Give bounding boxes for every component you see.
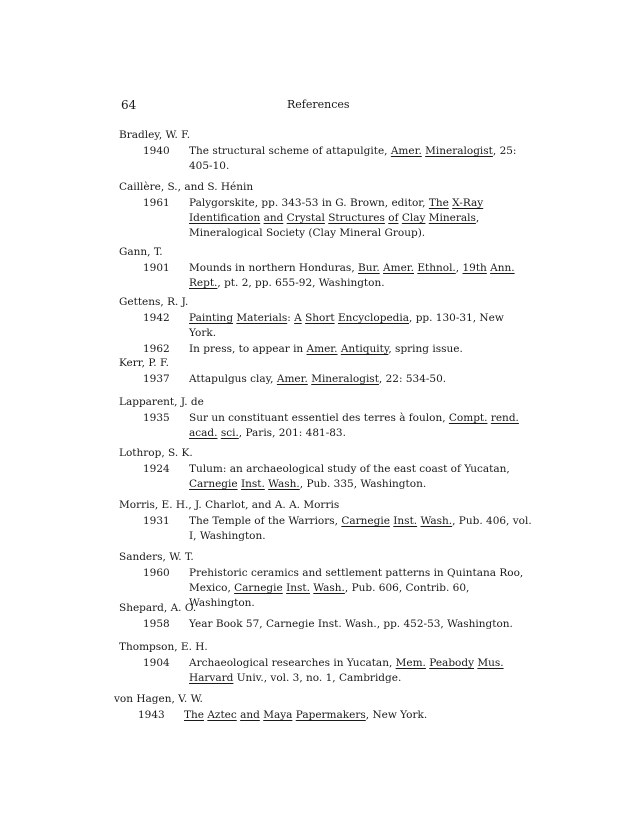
citation-text-run: Palygorskite, pp. 343-53 in G. Brown, editor,: [189, 197, 429, 209]
reference-entry: [119, 656, 534, 686]
reference-author: Bradley, W. F.: [119, 129, 191, 141]
reference-text: [189, 342, 534, 357]
underlined-title-word: Amer.: [306, 343, 338, 355]
reference-year: 1935: [143, 412, 170, 424]
reference-year: 1924: [143, 463, 170, 475]
citation-text-run: The structural scheme of attapulgite,: [189, 145, 391, 157]
reference-year: 1931: [143, 515, 170, 527]
citation-text-run: Archaeological researches in Yucatan,: [189, 657, 396, 669]
reference-author: Sanders, W. T.: [119, 551, 194, 563]
reference-author: Shepard, A. O.: [119, 602, 197, 614]
underlined-title-word: Harvard: [189, 672, 234, 684]
reference-text: [189, 514, 534, 544]
running-head: References: [287, 98, 350, 111]
underlined-title-word: Wash.: [420, 515, 453, 527]
underlined-title-word: sci.: [220, 427, 239, 439]
reference-entry: [119, 196, 534, 241]
citation-text-run: , Pub. 335, Washington.: [299, 478, 427, 490]
underlined-title-word: Clay: [401, 212, 426, 224]
underlined-title-word: Amer.: [383, 262, 414, 274]
underlined-title-word: X-Ray: [452, 197, 484, 209]
underlined-title-word: The: [184, 709, 204, 721]
underlined-title-word: Compt.: [448, 412, 488, 424]
underlined-title-word: Inst.: [240, 478, 265, 490]
reference-year: 1943: [138, 709, 165, 721]
citation-text-run: Univ., vol. 3, no. 1, Cambridge.: [233, 672, 402, 684]
reference-kerr: [119, 356, 534, 387]
reference-entry: [119, 411, 534, 441]
underlined-title-word: Inst.: [286, 582, 310, 594]
reference-author: Gettens, R. J.: [119, 296, 189, 308]
reference-year: 1942: [143, 312, 170, 324]
reference-author: Kerr, P. F.: [119, 357, 169, 369]
reference-thompson: [119, 640, 534, 686]
underlined-title-word: Aztec: [207, 709, 237, 721]
underlined-title-word: Inst.: [393, 515, 418, 527]
underlined-title-word: Structures: [328, 212, 385, 224]
reference-bradley: [119, 128, 534, 174]
underlined-title-word: Antiquity: [340, 343, 389, 355]
underlined-title-word: Encyclopedia: [337, 312, 410, 324]
underlined-title-word: A: [294, 312, 302, 324]
underlined-title-word: Bur.: [358, 262, 380, 274]
reference-entry: [119, 617, 534, 632]
citation-text-run: , Mineralogical Society (Clay Mineral Group).: [189, 212, 480, 239]
reference-entry: [119, 462, 534, 492]
citation-text-run: , Pub. 606, Contrib. 60, Washington.: [189, 582, 470, 609]
citation-text-run: :: [287, 312, 295, 324]
reference-gann: [119, 245, 534, 291]
reference-year: 1962: [143, 343, 170, 355]
underlined-title-word: Rept.: [189, 277, 218, 289]
citation-text-run: , spring issue.: [388, 343, 463, 355]
citation-text-run: , Pub. 406, vol. I, Washington.: [189, 515, 532, 542]
reference-text: [189, 196, 534, 241]
reference-morris: [119, 498, 534, 544]
underlined-title-word: Painting: [189, 312, 234, 324]
underlined-title-word: Amer.: [276, 373, 308, 385]
reference-author: Lothrop, S. K.: [119, 447, 193, 459]
citation-text-run: In press, to appear in: [189, 343, 307, 355]
citation-text-run: , New York.: [365, 709, 428, 721]
underlined-title-word: Ann.: [490, 262, 515, 274]
reference-shepard: [119, 601, 534, 632]
reference-author: Lapparent, J. de: [119, 396, 204, 408]
reference-text: [184, 708, 529, 723]
underlined-title-word: Mineralogist: [311, 373, 379, 385]
citation-text-run: Year Book 57, Carnegie Inst. Wash., pp. 452-53, Washington.: [189, 618, 513, 630]
reference-entry: [119, 261, 534, 291]
citation-text-run: Attapulgus clay,: [189, 373, 277, 385]
reference-caillere: [119, 180, 534, 241]
reference-lothrop: [119, 446, 534, 492]
underlined-title-word: Wash.: [313, 582, 345, 594]
page-number: 64: [121, 98, 137, 112]
reference-author: Morris, E. H., J. Charlot, and A. A. Morris: [119, 499, 340, 511]
reference-entry: [119, 311, 534, 341]
underlined-title-word: Mineralogist: [425, 145, 493, 157]
reference-year: 1904: [143, 657, 170, 669]
underlined-title-word: Materials: [236, 312, 288, 324]
citation-text-run: The Temple of the Warriors,: [189, 515, 342, 527]
citation-text-run: Tulum: an archaeological study of the east coast of Yucatan,: [189, 463, 510, 475]
reference-text: [189, 617, 534, 632]
citation-text-run: , 25: 405-10.: [189, 145, 517, 172]
reference-text: [189, 656, 534, 686]
underlined-title-word: Carnegie: [234, 582, 283, 594]
underlined-title-word: Maya: [263, 709, 293, 721]
citation-text-run: , Paris, 201: 481-83.: [238, 427, 346, 439]
citation-text-run: Sur un constituant essentiel des terres à foulon,: [189, 412, 449, 424]
reference-year: 1940: [143, 145, 170, 157]
underlined-title-word: Short: [305, 312, 335, 324]
underlined-title-word: Mem.: [395, 657, 426, 669]
reference-author: Caillère, S., and S. Hénin: [119, 181, 254, 193]
reference-year: 1960: [143, 567, 170, 579]
citation-text-run: Mounds in northern Honduras,: [189, 262, 358, 274]
underlined-title-word: The: [428, 197, 449, 209]
underlined-title-word: Peabody: [429, 657, 475, 669]
underlined-title-word: acad.: [189, 427, 218, 439]
reference-entry: [119, 144, 534, 174]
reference-text: [189, 144, 534, 174]
underlined-title-word: Crystal: [286, 212, 325, 224]
reference-text: [189, 372, 534, 387]
citation-text-run: Prehistoric ceramics and settlement patterns in Quintana Roo, Mexico,: [189, 567, 524, 594]
reference-lapparent: [119, 395, 534, 441]
reference-entry: [119, 372, 534, 387]
underlined-title-word: Amer.: [390, 145, 422, 157]
reference-year: 1901: [143, 262, 170, 274]
reference-text: [189, 462, 534, 492]
underlined-title-word: Wash.: [268, 478, 300, 490]
citation-text-run: , pp. 130-31, New York.: [189, 312, 504, 339]
citation-text-run: , pt. 2, pp. 655-92, Washington.: [217, 277, 385, 289]
underlined-title-word: Mus.: [477, 657, 504, 669]
underlined-title-word: Minerals: [428, 212, 476, 224]
underlined-title-word: Identification: [189, 212, 261, 224]
reference-year: 1937: [143, 373, 170, 385]
citation-text-run: , 22: 534-50.: [378, 373, 447, 385]
reference-entry: [114, 708, 529, 723]
underlined-title-word: Ethnol.: [417, 262, 456, 274]
reference-entry: [119, 342, 534, 357]
reference-text: [189, 411, 534, 441]
underlined-title-word: of: [388, 212, 399, 224]
underlined-title-word: Carnegie: [341, 515, 390, 527]
underlined-title-word: 19th: [462, 262, 487, 274]
underlined-title-word: Papermakers: [295, 709, 366, 721]
reference-von-hagen: [114, 692, 529, 723]
reference-year: 1958: [143, 618, 170, 630]
reference-text: [189, 261, 534, 291]
underlined-title-word: and: [263, 212, 284, 224]
reference-gettens: [119, 295, 534, 357]
reference-year: 1961: [143, 197, 170, 209]
underlined-title-word: rend.: [490, 412, 519, 424]
reference-author: Thompson, E. H.: [119, 641, 208, 653]
underlined-title-word: and: [240, 709, 260, 721]
reference-text: [189, 311, 534, 341]
reference-entry: [119, 514, 534, 544]
citation-text-run: ,: [455, 262, 463, 274]
reference-author: Gann, T.: [119, 246, 163, 258]
underlined-title-word: Carnegie: [189, 478, 238, 490]
reference-author: von Hagen, V. W.: [114, 693, 203, 705]
